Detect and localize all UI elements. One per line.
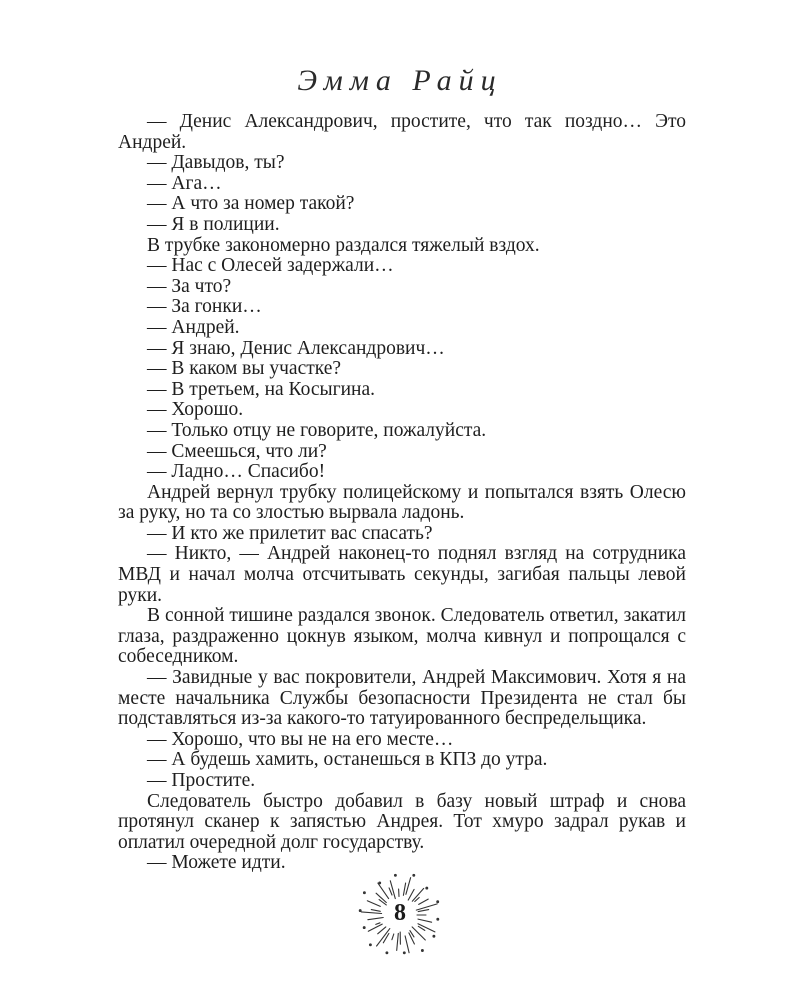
- paragraph: В сонной тишине раздался звонок. Следователь ответил, закатил глаза, раздраженно цокнув языком, молча кивнул и попрощался с собеседником.: [118, 605, 686, 668]
- page-text: [118, 112, 686, 874]
- running-head-author: Эмма Райц: [297, 64, 503, 97]
- paragraph: — Давыдов, ты?: [147, 152, 285, 174]
- paragraph: — Ладно… Спасибо!: [147, 461, 326, 483]
- paragraph: — Простите.: [147, 770, 256, 791]
- paragraph: — Андрей.: [147, 316, 240, 338]
- paragraph: — Смеешься, что ли?: [147, 440, 327, 462]
- paragraph: — Завидные у вас покровители, Андрей Максимович. Хотя я на месте начальника Службы безопасности Президента не стал бы подставляться из-за какого-то татуированного беспредельщика.: [118, 667, 686, 730]
- paragraph: — А что за номер такой?: [147, 193, 355, 215]
- page-number-block: [355, 870, 445, 960]
- paragraph: — Хорошо.: [147, 399, 244, 421]
- paragraph: — А будешь хамить, останешься в КПЗ до утра.: [147, 749, 548, 771]
- paragraph: — Только отцу не говорите, пожалуйста.: [147, 419, 487, 441]
- paragraph: Следователь быстро добавил в базу новый штраф и снова протянул сканер к запястью Андрея. Тот хмуро задрал рукав и оплатил очередной долг государству.: [118, 790, 686, 853]
- page-number: 8: [394, 900, 406, 926]
- paragraph: — Ага…: [147, 172, 222, 194]
- paragraph: — За что?: [147, 275, 232, 297]
- paragraph: — За гонки…: [147, 296, 262, 318]
- paragraph: — Я в полиции.: [147, 213, 280, 235]
- paragraph: — В третьем, на Косыгина.: [147, 378, 375, 400]
- paragraph: — В каком вы участке?: [147, 358, 342, 380]
- paragraph: — Можете идти.: [147, 852, 286, 874]
- paragraph: — Никто, — Андрей наконец-то поднял взгляд на сотрудника МВД и начал молча отсчитывать секунды, загибая пальцы левой руки.: [118, 543, 686, 606]
- paragraph: — И кто же прилетит вас спасать?: [147, 522, 433, 544]
- paragraph: — Хорошо, что вы не на его месте…: [147, 728, 454, 750]
- paragraph: — Нас с Олесей задержали…: [147, 255, 394, 277]
- paragraph: Андрей вернул трубку полицейскому и попытался взять Олесю за руку, но та со злостью вырвала ладонь.: [118, 481, 686, 524]
- paragraph: — Я знаю, Денис Александрович…: [147, 337, 445, 359]
- paragraph: В трубке закономерно раздался тяжелый вздох.: [147, 234, 540, 256]
- paragraph: — Денис Александрович, простите, что так поздно… Это Андрей.: [118, 111, 686, 153]
